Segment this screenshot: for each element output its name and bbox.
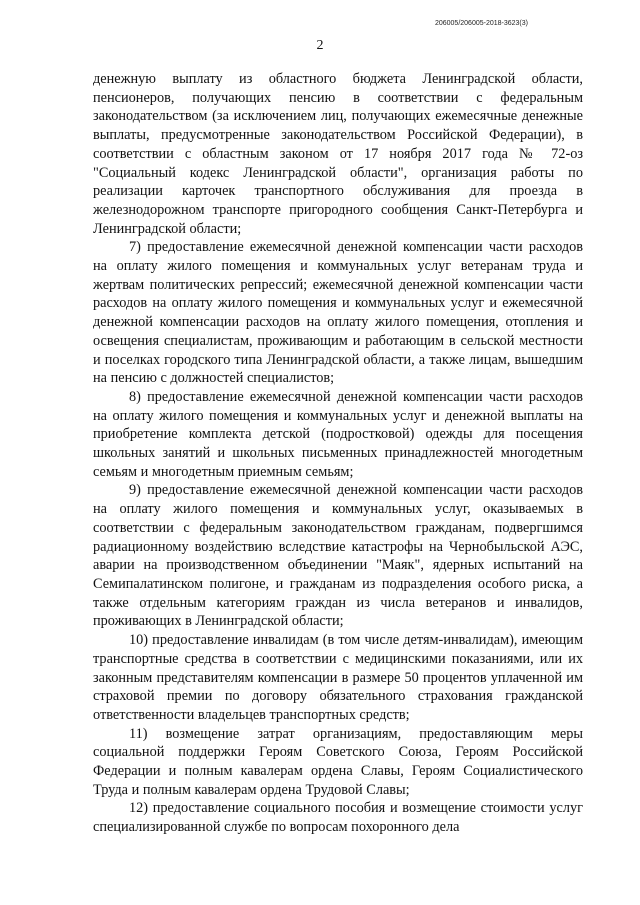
paragraph-item-7: 7) предоставление ежемесячной денежной компенсации части расходов на оплату жилого помещения и коммунальных услуг ветеранам труда и жертвам политических репрессий; ежемесячной денежной компенсации части расходов на оплату жилого помещения и коммунальных услуг и ежемесячной денежной компенсации расходов на оплату жилого помещения, отопления и освещения специалистам, проживающим и работающим в сельской местности и поселках городского типа Ленинградской области, а также лицам, вышедшим на пенсию с должностей специалистов;: [93, 239, 583, 387]
document-id: 206005/206005-2018-3623(3): [434, 20, 528, 27]
paragraph-item-11: 11) возмещение затрат организациям, предоставляющим меры социальной поддержки Героям Советского Союза, Героям Российской Федерации и полным кавалерам ордена Славы, Героям Социалистического Труда и полным кавалерам ордена Трудовой Славы;: [93, 725, 583, 798]
document-body: [93, 70, 583, 837]
page-number: 2: [316, 38, 324, 53]
paragraph-item-9: 9) предоставление ежемесячной денежной компенсации части расходов на оплату жилого помещения и коммунальных услуг, оказываемых в соответствии с федеральным законодательством гражданам, подвергшимся радиационному воздействию вследствие катастрофы на Чернобыльской АЭС, аварии на производственном объединении "Маяк", ядерных испытаний на Семипалатинском полигоне, и гражданам из подразделения особого риска, а также отдельным категориям граждан из числа ветеранов и инвалидов, проживающих в Ленинградской области;: [93, 482, 583, 630]
paragraph-item-12: 12) предоставление социального пособия и возмещение стоимости услуг специализированной службе по вопросам похоронного дела: [93, 800, 583, 836]
paragraph-item-8: 8) предоставление ежемесячной денежной компенсации части расходов на оплату жилого помещения и коммунальных услуг и денежной выплаты на приобретение комплекта детской (подростковой) одежды для посещения школьных занятий и школьных письменных принадлежностей многодетным семьям и многодетным приемным семьям;: [93, 388, 583, 480]
paragraph-item-10: 10) предоставление инвалидам (в том числе детям-инвалидам), имеющим транспортные средства в соответствии с медицинскими показаниями, или их законным представителям компенсации в размере 50 процентов уплаченной им страховой премии по договору обязательного страхования гражданской ответственности владельцев транспортных средств;: [93, 632, 583, 723]
paragraph-continuation: денежную выплату из областного бюджета Ленинградской области, пенсионеров, получающих пенсию в соответствии с федеральным законодательством (за исключением лиц, получающих ежемесячные денежные выплаты, предусмотренные законодательством Российской Федерации), в соответствии с областным законом от 17 ноября 2017 года № 72-оз "Социальный кодекс Ленинградской области", организация работы по реализации карточек транспортного обслуживания для проезда в железнодорожном транспорте пригородного сообщения Санкт-Петербурга и Ленинградской области;: [93, 71, 583, 237]
